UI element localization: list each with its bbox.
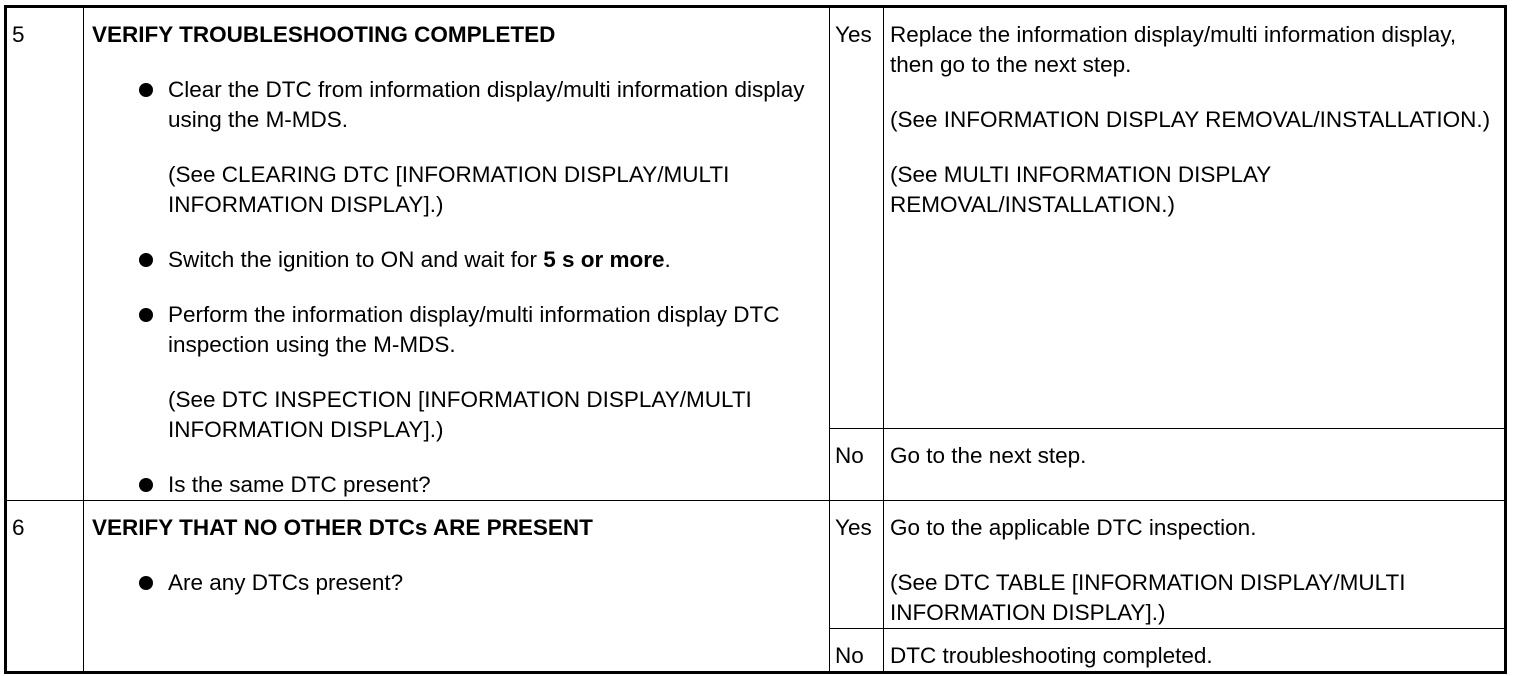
result-text: Go to the next step.	[890, 442, 1087, 468]
list-item	[92, 245, 819, 275]
result-text: DTC troubleshooting completed.	[890, 643, 1213, 668]
answer-no-label: No	[830, 629, 884, 673]
see-reference-link[interactable]: (See CLEARING DTC [INFORMATION DISPLAY/MULTI INFORMATION DISPLAY].)	[168, 162, 730, 217]
answer-no-cell	[884, 629, 1506, 673]
bullet-icon	[139, 253, 153, 267]
list-item	[92, 568, 819, 598]
answer-yes-label: Yes	[830, 7, 884, 429]
bullet-icon	[139, 83, 153, 97]
step-number: 5	[6, 7, 84, 501]
see-reference-link[interactable]: (See DTC INSPECTION [INFORMATION DISPLAY/MULTI INFORMATION DISPLAY].)	[168, 387, 752, 442]
step-title: VERIFY THAT NO OTHER DTCs ARE PRESENT	[92, 515, 593, 540]
action-list	[92, 75, 819, 500]
table-row-step-5	[6, 7, 1506, 429]
troubleshooting-table	[4, 5, 1507, 674]
action-text: Perform the information display/multi information display DTC inspection using the M-MDS.	[168, 302, 780, 357]
step-number: 6	[6, 501, 84, 673]
action-text-emphasis: 5 s or more	[543, 247, 665, 272]
action-question: Are any DTCs present?	[168, 570, 404, 595]
step-title: VERIFY TROUBLESHOOTING COMPLETED	[92, 22, 556, 47]
answer-no-label: No	[830, 428, 884, 500]
action-text: Clear the DTC from information display/multi information display using the M-MDS.	[168, 77, 805, 132]
answer-no-cell	[884, 428, 1506, 500]
action-question: Is the same DTC present?	[168, 472, 431, 497]
see-reference-link[interactable]: (See INFORMATION DISPLAY REMOVAL/INSTALLATION.)	[890, 107, 1491, 132]
action-list	[92, 568, 819, 598]
action-text	[168, 245, 819, 275]
result-text: Go to the applicable DTC inspection.	[890, 515, 1257, 540]
see-reference-link[interactable]: (See MULTI INFORMATION DISPLAY REMOVAL/INSTALLATION.)	[890, 162, 1271, 217]
action-text-pre: Switch the ignition to ON and wait for	[168, 247, 544, 272]
bullet-icon	[139, 308, 153, 322]
bullet-icon	[139, 478, 153, 492]
step-action-cell	[84, 501, 830, 673]
step-action-cell	[84, 7, 830, 501]
answer-yes-cell	[884, 7, 1506, 429]
action-text-post: .	[664, 247, 671, 272]
answer-yes-cell	[884, 501, 1506, 629]
bullet-icon	[139, 576, 153, 590]
table-row-step-6	[6, 501, 1506, 629]
list-item	[92, 470, 819, 500]
list-item	[92, 75, 819, 220]
result-text: Replace the information display/multi information display, then go to the next step.	[890, 22, 1457, 77]
see-reference-link[interactable]: (See DTC TABLE [INFORMATION DISPLAY/MULTI INFORMATION DISPLAY].)	[890, 570, 1406, 625]
answer-yes-label: Yes	[830, 501, 884, 629]
list-item	[92, 300, 819, 445]
